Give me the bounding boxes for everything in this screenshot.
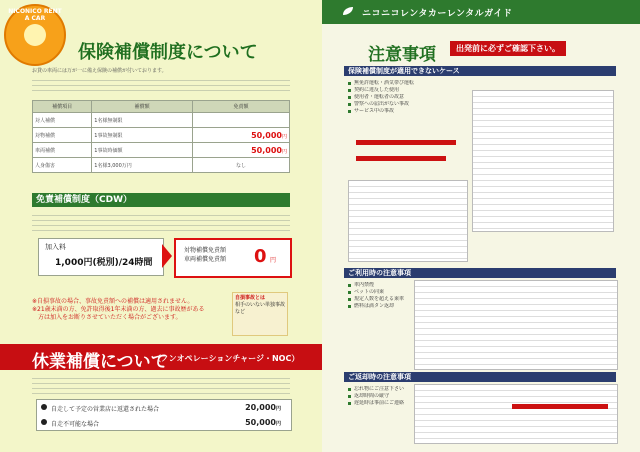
list-item: 遅延時は事前にご連絡 xyxy=(348,400,408,407)
sun-logo-text: NICONICO RENT A CAR xyxy=(8,8,62,22)
arrow-right-icon xyxy=(162,244,172,268)
list-item: サービス中の事故 xyxy=(348,108,478,115)
highlight-line xyxy=(356,156,446,161)
section-body xyxy=(348,180,468,262)
insurance-title: 保険補償制度について xyxy=(78,42,258,63)
bullet-icon xyxy=(41,404,47,410)
table-header-amount: 補償額 xyxy=(92,101,193,113)
noc-row xyxy=(37,415,291,430)
list-item: 返却時間の厳守 xyxy=(348,393,408,400)
sun-logo xyxy=(4,4,66,66)
notes-block xyxy=(32,298,232,322)
noc-title: 休業補償について xyxy=(32,352,168,372)
noc-row-value xyxy=(245,403,281,412)
section-title: ご返却時の注意事項 xyxy=(344,372,616,382)
cdw-result-box xyxy=(174,238,292,278)
table-row xyxy=(33,158,290,173)
highlight-line xyxy=(356,140,456,145)
section-list xyxy=(348,80,478,115)
table-row xyxy=(33,143,290,158)
cdw-zero-value: 0 xyxy=(254,246,267,267)
table-cell: 1名様3,000万円 xyxy=(92,158,193,173)
list-item: 警察への届出がない事故 xyxy=(348,101,478,108)
note-line: 方は加入をお断りさせていただく場合がございます。 xyxy=(32,314,182,321)
noc-table xyxy=(36,399,292,431)
table-cell: 1事故無制限 xyxy=(92,128,193,143)
intro-text: お貸の車両には万が一に備え保険の補償が付いております。 xyxy=(32,68,167,74)
table-row xyxy=(33,128,290,143)
deduct-value: 50,000 xyxy=(251,130,282,140)
list-item: 契約に違反した使用 xyxy=(348,87,478,94)
table-cell: 車両補償 xyxy=(33,143,92,158)
cdw-result-line: 車両補償免責額 xyxy=(184,256,227,263)
noc-value: 20,000 xyxy=(245,403,276,412)
intro-lines xyxy=(32,76,290,92)
brand-name: ニコニコレンタカーレンタルガイド xyxy=(362,9,513,19)
note-line: ※21歳未満の方、免許取得後1年未満の方、過去に事故歴がある xyxy=(32,306,205,313)
noc-row xyxy=(37,400,291,415)
cdw-price: 1,000円(税別)/24時間 xyxy=(55,258,153,268)
cdw-join-label: 加入料 xyxy=(45,243,66,251)
self-accident-box xyxy=(232,292,288,336)
cdw-price-box xyxy=(38,238,164,276)
deduct-unit: 円 xyxy=(281,133,287,140)
noc-row-value xyxy=(245,418,281,427)
section-body xyxy=(472,90,614,232)
noc-value: 50,000 xyxy=(245,418,276,427)
noc-unit: 円 xyxy=(275,421,281,427)
noc-row-label: 自走して予定の営業店に返還された場合 xyxy=(51,406,160,413)
notice-badge: 出発前に必ずご確認下さい。 xyxy=(450,41,566,56)
deduct-value: 50,000 xyxy=(251,145,282,155)
section-title: ご利用時の注意事項 xyxy=(344,268,616,278)
highlight-line xyxy=(512,404,608,409)
cdw-result-line: 対物補償免責額 xyxy=(184,247,227,254)
table-cell: 対人補償 xyxy=(33,113,92,128)
table-cell: 人身傷害 xyxy=(33,158,92,173)
list-item: 無免許運転・酒気帯び運転 xyxy=(348,80,478,87)
list-item: 使用者・運転者の故意 xyxy=(348,94,478,101)
table-cell: 1名様無制限 xyxy=(92,113,193,128)
table-header-item: 補償項目 xyxy=(33,101,92,113)
table-row xyxy=(33,113,290,128)
table-cell xyxy=(193,113,290,128)
list-item: 忘れ物にご注意下さい xyxy=(348,386,408,393)
cdw-result-label xyxy=(184,246,226,264)
section-body xyxy=(414,384,618,444)
table-cell: 対物補償 xyxy=(33,128,92,143)
self-box-title: 自損事故とは xyxy=(235,295,266,301)
table-cell xyxy=(193,128,290,143)
section-list xyxy=(348,282,408,310)
list-item: 燃料は満タン返却 xyxy=(348,303,408,310)
list-item: 規定人数を超える乗車 xyxy=(348,296,408,303)
table-cell: 1事故時価額 xyxy=(92,143,193,158)
noc-unit: 円 xyxy=(275,406,281,412)
note-line: ※自損事故の場合、事故免責額への補償は適用されません。 xyxy=(32,298,194,305)
list-item: ペットの同乗 xyxy=(348,289,408,296)
noc-description xyxy=(32,374,290,394)
leaf-icon xyxy=(342,6,354,16)
smile-icon xyxy=(24,24,46,46)
cdw-zero-unit: 円 xyxy=(270,257,277,264)
notice-title: 注意事項 xyxy=(368,45,436,65)
table-cell xyxy=(193,143,290,158)
deduct-unit: 円 xyxy=(281,148,287,155)
table-cell: なし xyxy=(193,158,290,173)
section-list xyxy=(348,386,408,407)
bullet-icon xyxy=(41,419,47,425)
right-page xyxy=(322,0,640,452)
insurance-table xyxy=(32,100,290,173)
section-body xyxy=(414,280,618,370)
cdw-title: 免責補償制度（CDW） xyxy=(32,193,290,207)
noc-subtitle: （ノンオペレーションチャージ・NOC） xyxy=(153,354,300,363)
cdw-description xyxy=(32,211,290,231)
list-item: 車内禁煙 xyxy=(348,282,408,289)
noc-row-label: 自走不可能な場合 xyxy=(51,421,100,428)
self-box-text: 相手のいない単独事故など xyxy=(235,302,286,315)
section-title: 保険補償制度が適用できないケース xyxy=(344,66,616,76)
table-header-deduct: 免責額 xyxy=(193,101,290,113)
